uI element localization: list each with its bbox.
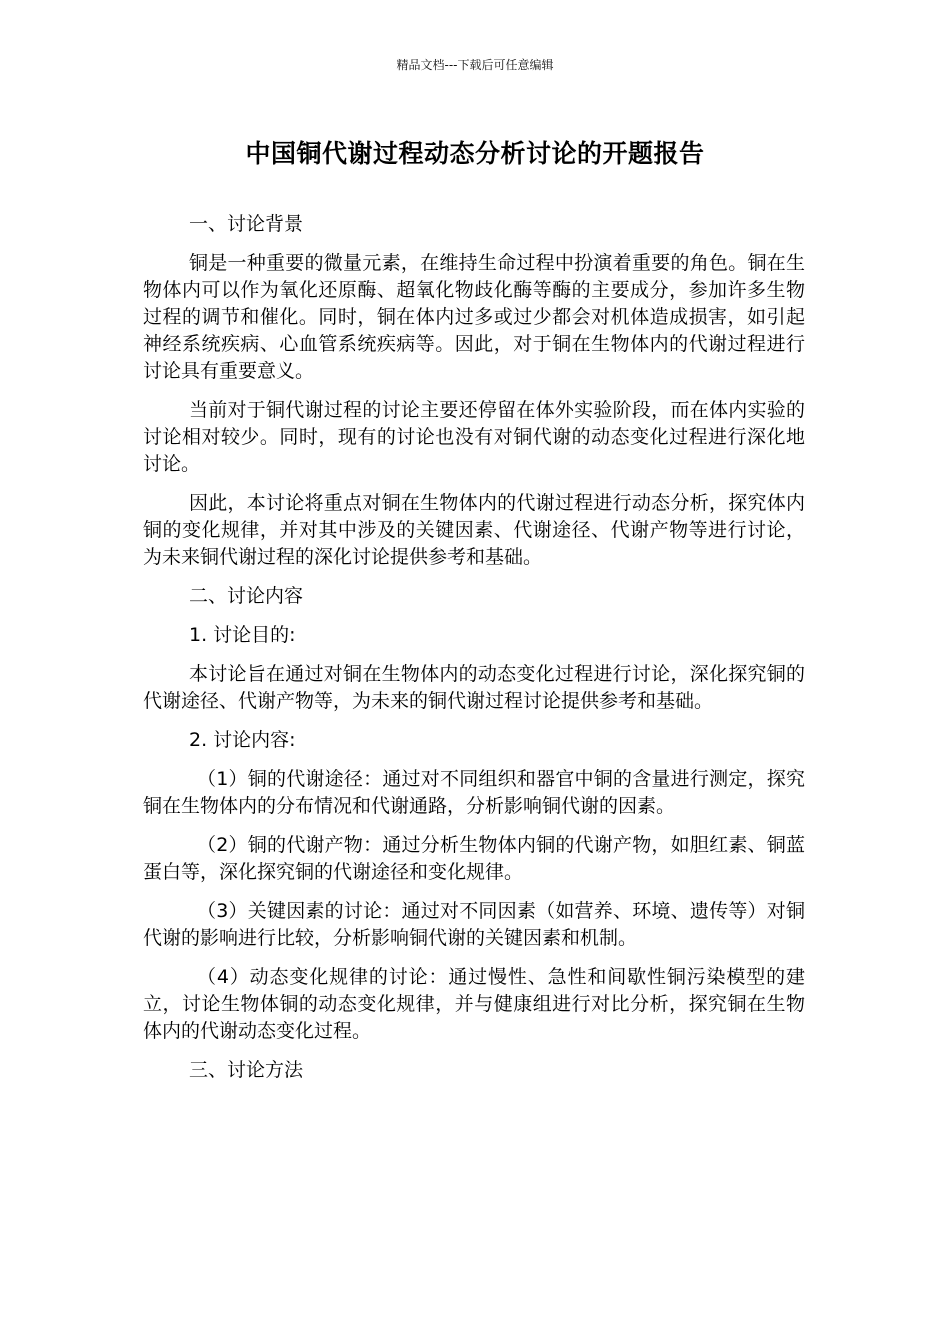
page-header: 精品文档---下载后可任意编辑	[396, 58, 554, 72]
section-heading-content: 二、讨论内容	[189, 585, 304, 607]
list-item: （4）动态变化规律的讨论：通过慢性、急性和间歇性铜污染模型的建立，讨论生物体铜的动态变化规律，并与健康组进行对比分析，探究铜在生物体内的代谢动态变化过程。	[143, 966, 805, 1042]
section-heading-method: 三、讨论方法	[189, 1059, 304, 1081]
document-body	[143, 211, 805, 1096]
list-item: （2）铜的代谢产物：通过分析生物体内铜的代谢产物，如胆红素、铜蓝蛋白等，深化探究铜的代谢途径和变化规律。	[143, 834, 805, 883]
subsection-heading-content: 2. 讨论内容:	[189, 729, 296, 751]
subsection-heading-purpose: 1. 讨论目的:	[189, 624, 296, 646]
paragraph: 因此，本讨论将重点对铜在生物体内的代谢过程进行动态分析，探究体内铜的变化规律，并对其中涉及的关键因素、代谢途径、代谢产物等进行讨论，为未来铜代谢过程的深化讨论提供参考和基础。	[143, 492, 805, 568]
section-heading-background: 一、讨论背景	[189, 213, 304, 235]
paragraph: 当前对于铜代谢过程的讨论主要还停留在体外实验阶段，而在体内实验的讨论相对较少。同时，现有的讨论也没有对铜代谢的动态变化过程进行深化地讨论。	[143, 399, 805, 475]
list-item: （1）铜的代谢途径：通过对不同组织和器官中铜的含量进行测定，探究铜在生物体内的分布情况和代谢通路，分析影响铜代谢的因素。	[143, 768, 805, 817]
paragraph: 本讨论旨在通过对铜在生物体内的动态变化过程进行讨论，深化探究铜的代谢途径、代谢产物等，为未来的铜代谢过程讨论提供参考和基础。	[143, 663, 805, 712]
document-title: 中国铜代谢过程动态分析讨论的开题报告	[245, 139, 705, 168]
list-item: （3）关键因素的讨论：通过对不同因素（如营养、环境、遗传等）对铜代谢的影响进行比较，分析影响铜代谢的关键因素和机制。	[143, 900, 805, 949]
paragraph: 铜是一种重要的微量元素，在维持生命过程中扮演着重要的角色。铜在生物体内可以作为氧化还原酶、超氧化物歧化酶等酶的主要成分，参加许多生物过程的调节和催化。同时，铜在体内过多或过少都会对机体造成损害，如引起神经系统疾病、心血管系统疾病等。因此，对于铜在生物体内的代谢过程进行讨论具有重要意义。	[143, 252, 805, 382]
